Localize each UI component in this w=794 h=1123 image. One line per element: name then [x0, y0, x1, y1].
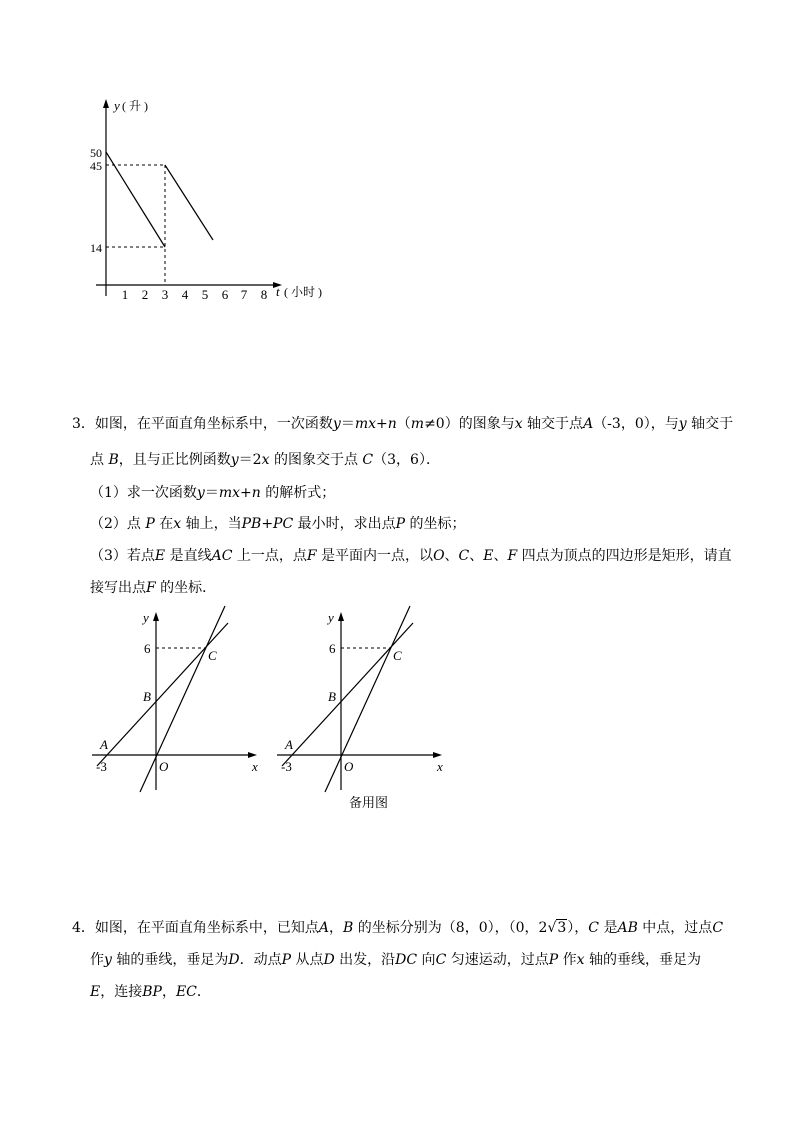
problem3-number: 3．: [72, 416, 95, 432]
x-tick-6: 6: [221, 287, 229, 302]
spare-y-arrow: [338, 612, 344, 621]
spare-caption: 备用图: [349, 795, 389, 810]
problem3-part3-line1: （3）若点E 是直线AC 上一点，点F 是平面内一点，以O、C、E、F 四点为顶点的四边形是矩形，请直: [90, 548, 732, 564]
problem4-line1: 4．如图，在平面直角坐标系中，已知点A，B 的坐标分别为（8，0），（0，2√3），C 是AB 中点，过点C: [72, 920, 724, 936]
spare-label-y: y: [328, 610, 334, 625]
problem3-line2: 点 B，且与正比例函数y＝2x 的图象交于点 C（3，6）．: [90, 452, 440, 468]
x-axis-unit: ( 小时 ): [284, 285, 322, 299]
main-label-b: B: [143, 689, 151, 704]
spare-label-6: 6: [329, 641, 336, 656]
problem4-line2: 作y 轴的垂线，垂足为D．动点P 从点D 出发，沿DC 向C 匀速运动，过点P 作x 轴的垂线，垂足为: [90, 952, 701, 968]
sqrt-radicand: 3: [557, 920, 567, 936]
x-tick-2: 2: [141, 287, 149, 302]
problem3-part1: （1）求一次函数y＝mx+n 的解析式；: [90, 485, 336, 501]
problem4-line3: E，连接BP，EC．: [90, 984, 211, 1000]
x-tick-3: 3: [161, 287, 169, 302]
spare-line-ac: [282, 623, 413, 766]
problem3-graph-spare: [277, 606, 443, 810]
spare-x-arrow: [433, 752, 442, 758]
spare-label-x: x: [437, 759, 443, 774]
main-label-x: x: [252, 759, 258, 774]
y-axis-unit: ( 升 ): [122, 99, 148, 113]
x-tick-1: 1: [121, 287, 129, 302]
main-line-oc: [140, 606, 225, 792]
main-label-o: O: [159, 759, 169, 774]
main-label-y: y: [143, 610, 149, 625]
spare-label-o: O: [344, 759, 354, 774]
problem3-part3-line2: 接写出点F 的坐标．: [90, 580, 217, 596]
main-x-arrow: [248, 752, 257, 758]
main-label-c: C: [208, 648, 217, 663]
main-label-6: 6: [144, 641, 151, 656]
problem3-part2: （2）点 P 在x 轴上，当PB+PC 最小时，求出点P 的坐标；: [90, 516, 466, 532]
y-tick-14: 14: [90, 241, 102, 255]
spare-label-neg3: -3: [281, 759, 292, 774]
main-label-a: A: [100, 737, 108, 752]
spare-label-c: C: [393, 648, 402, 663]
spare-line-oc: [325, 606, 410, 792]
y-tick-45: 45: [90, 159, 102, 173]
spare-label-a: A: [285, 737, 293, 752]
main-line-ac: [97, 623, 228, 766]
x-tick-4: 4: [181, 287, 189, 302]
x-axis-label: t: [276, 284, 280, 299]
main-y-arrow: [153, 612, 159, 621]
y-tick-50: 50: [90, 146, 102, 160]
problem4-number: 4．: [72, 920, 95, 936]
y-axis-label: y: [114, 98, 120, 113]
x-tick-8: 8: [260, 287, 268, 302]
x-tick-7: 7: [240, 287, 248, 302]
x-tick-5: 5: [201, 287, 209, 302]
spare-label-b: B: [328, 689, 336, 704]
main-label-neg3: -3: [96, 759, 107, 774]
problem3-graph-main: [92, 606, 258, 792]
problem3-line1: 3．如图，在平面直角坐标系中，一次函数y＝mx+n（m≠0）的图象与x 轴交于点A（-3，0），与y 轴交于: [72, 416, 734, 432]
